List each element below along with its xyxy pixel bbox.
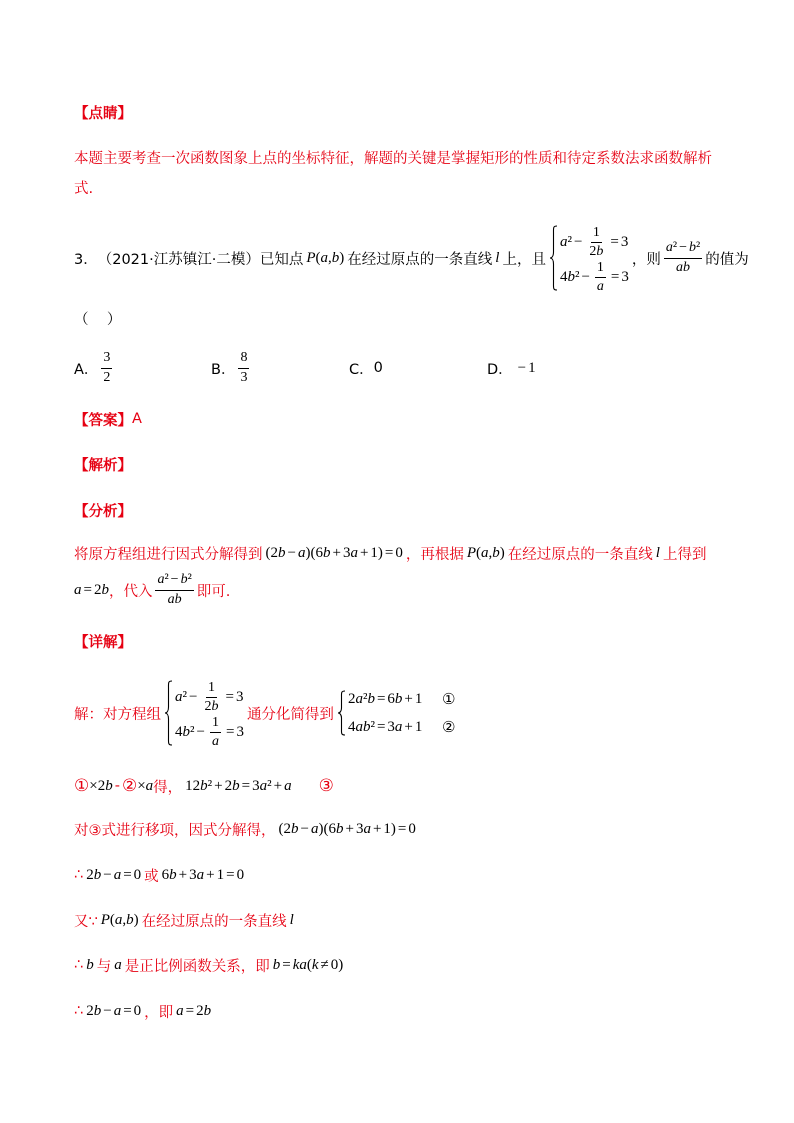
proportional-formula: b = ka(k ≠ 0): [272, 956, 344, 973]
fraction-denominator: 2b: [204, 699, 219, 715]
xiangjie-step-3: [74, 814, 419, 844]
equation-rows: [348, 690, 455, 736]
equation: 12b² + 2b = 3a² + a: [185, 777, 292, 794]
target-fraction: [664, 240, 702, 275]
step-text: ，即: [144, 1004, 174, 1021]
fraction-denominator: a: [596, 279, 604, 295]
dianjing-heading-line: [74, 97, 132, 127]
fraction-denominator: a: [211, 734, 219, 750]
question-number: 3．: [74, 251, 98, 268]
dianjing-text: 本题主要考查一次函数图象上点的坐标特征，解题的关键是掌握矩形的性质和待定系数法求函数解析: [74, 150, 712, 167]
equation-number-2: ②: [121, 776, 138, 796]
therefore-symbol: ∴: [74, 957, 84, 973]
equation-row: [348, 690, 455, 708]
equation: 2b − a = 0: [86, 866, 142, 883]
equation-row: [175, 715, 244, 750]
step-text: 得，: [153, 779, 183, 796]
line-l-variable: l: [655, 544, 660, 561]
fraction-numerator: 3: [101, 350, 112, 368]
fraction-denominator: 2: [103, 369, 111, 385]
equation: 2b − a = 0: [86, 1002, 142, 1019]
fraction: [202, 680, 220, 715]
fraction-numerator: a² − b²: [664, 240, 702, 258]
option-value: 0: [373, 360, 383, 376]
option-label: B．: [211, 361, 236, 378]
variable-b: b: [86, 956, 94, 973]
xiangjie-step-2: [74, 771, 334, 801]
step-text: 在经过原点的一条直线: [141, 913, 287, 930]
therefore-symbol: ∴: [74, 1003, 84, 1019]
fraction-numerator: 1: [595, 260, 606, 278]
target-fraction: [155, 572, 193, 607]
question-text: 上，且: [502, 251, 546, 268]
fenxi-text: 上得到: [662, 546, 707, 563]
section-heading-xiangjie: 【详解】: [74, 634, 132, 651]
equation: 6b + 3a + 1 = 0: [161, 866, 245, 883]
fenxi-line-1: [74, 538, 706, 568]
xiangjie-step-1: [74, 677, 458, 749]
fraction: [210, 715, 221, 750]
line-l-variable: l: [495, 249, 500, 266]
section-heading-fenxi: 【分析】: [74, 503, 132, 520]
equation-rhs: = 3: [225, 689, 244, 706]
equation-row: [348, 718, 455, 736]
answer-blank: （ ）: [74, 311, 122, 328]
equation-rows: [175, 680, 244, 750]
option-a: [74, 348, 115, 388]
fraction: [587, 225, 605, 260]
option-b: [211, 348, 252, 388]
step-text: 或: [144, 868, 159, 885]
fraction-numerator: 1: [591, 225, 602, 243]
fenxi-line-2: [74, 570, 230, 610]
minus-sign: -: [114, 778, 120, 794]
multiplier: ×a: [137, 777, 154, 794]
equation-row: [560, 260, 629, 295]
section-heading-jiexi: 【解析】: [74, 457, 132, 474]
equation-rhs: = 3: [610, 234, 629, 251]
answer-value: A: [132, 411, 142, 427]
equation-rhs: = 3: [225, 724, 244, 741]
option-label: D．: [487, 361, 513, 378]
left-brace-icon: [549, 225, 558, 291]
equation-system: [549, 225, 629, 295]
question-text: 的值为: [705, 251, 749, 268]
relation-formula: a = 2b: [176, 1002, 212, 1019]
step-text: 通分化简得到: [246, 706, 334, 723]
question-text: 在经过原点的一条直线: [347, 251, 493, 268]
equation-lhs: a² −: [175, 689, 198, 706]
option-value: − 1: [517, 359, 536, 376]
line-l-variable: l: [289, 911, 294, 928]
option-fraction: [238, 350, 249, 385]
jiexi-heading-line: [74, 449, 132, 479]
answer-blank-line: [74, 303, 121, 333]
question-3: [74, 222, 749, 294]
option-label: A．: [74, 361, 99, 378]
xiangjie-step-7: [74, 996, 214, 1026]
equation-lhs: 4b² −: [175, 724, 205, 741]
point-p-formula: P(a,b): [100, 911, 139, 928]
fenxi-text: ，代入: [108, 583, 153, 600]
question-source: （2021·江苏镇江·二模）: [97, 251, 260, 268]
fenxi-text: 在经过原点的一条直线: [507, 546, 653, 563]
fenxi-heading-line: [74, 495, 132, 525]
left-brace-icon: [164, 680, 173, 746]
step-text: 对③式进行移项，因式分解得，: [74, 822, 276, 839]
equation-lhs: 4b² −: [559, 269, 590, 286]
fraction: [595, 260, 606, 295]
answer-line: [74, 404, 142, 434]
option-c: [349, 348, 383, 388]
question-text: 已知点: [259, 251, 304, 268]
equation: 4ab² = 3a + 1: [347, 718, 423, 735]
point-p-formula: P(a,b): [306, 249, 345, 266]
fenxi-text: 将原方程组进行因式分解得到: [74, 546, 263, 563]
step-text: 解：对方程组: [74, 706, 161, 723]
fraction-denominator: ab: [167, 591, 182, 607]
step-text: 与: [96, 958, 112, 975]
fraction-numerator: 1: [206, 680, 217, 698]
equation-rhs: = 3: [610, 269, 629, 286]
question-text: ，则: [631, 251, 661, 268]
equation-row: [560, 225, 629, 260]
equation-number-1: ①: [74, 776, 90, 796]
fraction-denominator: ab: [676, 259, 691, 275]
section-heading-answer: 【答案】: [74, 412, 132, 429]
equation-lhs: a² −: [559, 234, 583, 251]
xiangjie-step-4: [74, 860, 247, 890]
xiangjie-heading-line: [74, 626, 132, 656]
equation-number-2: ②: [441, 718, 456, 736]
left-brace-icon: [337, 690, 346, 736]
xiangjie-step-5: [74, 905, 297, 935]
variable-a: a: [114, 956, 122, 973]
fraction-numerator: 1: [210, 715, 221, 733]
section-heading-dianjing: 【点睛】: [74, 105, 132, 122]
factored-equation: (2b − a)(6b + 3a + 1) = 0: [278, 820, 416, 837]
simplified-equation-system: [337, 690, 455, 736]
equation-row: [175, 680, 244, 715]
xiangjie-step-6: [74, 950, 346, 980]
equation-rows: [559, 225, 629, 295]
fenxi-text: 即可.: [196, 583, 231, 600]
option-fraction: [101, 350, 112, 385]
relation-formula: a = 2b: [74, 581, 109, 598]
point-p-formula: P(a,b): [466, 544, 505, 561]
equation: 2a²b = 6b + 1: [347, 690, 423, 707]
dianjing-text-line-2: [74, 172, 93, 202]
factored-equation: (2b − a)(6b + 3a + 1) = 0: [265, 544, 403, 561]
dianjing-text: 式.: [74, 180, 94, 197]
fraction-denominator: 2b: [589, 244, 604, 260]
option-label: C．: [349, 361, 374, 378]
fraction-numerator: a² − b²: [155, 572, 193, 590]
dianjing-text-line-1: [74, 142, 712, 172]
fenxi-text: ，再根据: [405, 546, 464, 563]
option-d: [487, 348, 539, 388]
fraction-denominator: 3: [240, 369, 248, 385]
therefore-symbol: ∴: [74, 867, 84, 883]
step-text: 是正比例函数关系，即: [124, 958, 270, 975]
multiplier: ×2b: [89, 777, 113, 794]
equation-number-3: ③: [318, 776, 334, 796]
equation-system: [164, 680, 244, 750]
because-symbol: 又∵: [74, 913, 98, 930]
fraction-numerator: 8: [238, 350, 249, 368]
equation-number-1: ①: [441, 690, 456, 708]
